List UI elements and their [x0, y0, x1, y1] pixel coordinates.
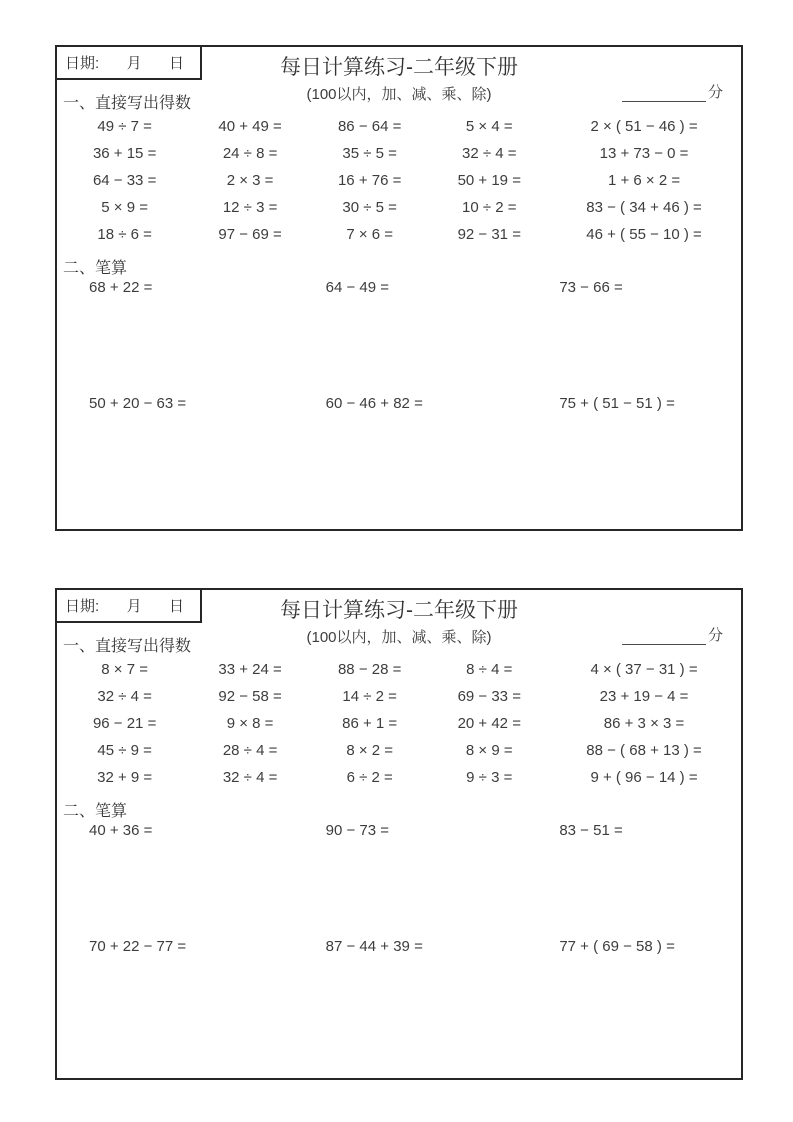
- month-label: 月: [126, 55, 142, 72]
- written-math-row: [59, 395, 739, 412]
- mental-math-grid: [59, 113, 739, 248]
- math-problem: 92 − 31 =: [457, 226, 521, 243]
- math-problem: 83 − ( 34 + 46 ) =: [586, 199, 702, 216]
- math-problem: 18 ÷ 6 =: [97, 226, 152, 243]
- math-problem: 96 − 21 =: [92, 715, 157, 732]
- math-problem: 50 + 20 − 63 =: [89, 395, 187, 412]
- math-problem: 86 − 64 =: [337, 118, 402, 135]
- score-unit-label: 分: [707, 627, 723, 644]
- worksheet-title: 每日计算练习-二年级下册: [280, 56, 518, 79]
- worksheet-subtitle: (100以内，加、减、乘、除): [306, 629, 492, 646]
- math-problem: 97 − 69 =: [218, 226, 282, 243]
- mental-math-grid: [59, 656, 739, 791]
- math-problem: 4 × ( 37 − 31 ) =: [590, 661, 698, 678]
- math-problem: 7 × 6 =: [346, 226, 394, 243]
- math-problem: 6 ÷ 2 =: [346, 769, 393, 786]
- month-label: 月: [126, 598, 142, 615]
- day-label: 日: [168, 55, 184, 72]
- math-problem: 32 ÷ 4 =: [462, 145, 517, 162]
- math-problem: 64 − 33 =: [92, 172, 157, 189]
- math-problem: 40 + 49 =: [218, 118, 282, 135]
- written-math-row: [59, 822, 739, 839]
- math-problem: 30 ÷ 5 =: [342, 199, 397, 216]
- math-problem: 8 × 7 =: [101, 661, 148, 678]
- math-problem: 5 × 9 =: [101, 199, 148, 216]
- section1-heading: 一、直接写出得数: [63, 638, 192, 655]
- math-problem: 12 ÷ 3 =: [222, 199, 278, 216]
- math-problem: 2 × 3 =: [226, 172, 274, 189]
- math-problem: 16 + 76 =: [337, 172, 402, 189]
- math-problem: 50 + 19 =: [457, 172, 521, 189]
- worksheet-page-1: [55, 45, 743, 531]
- score-blank-line: [622, 627, 706, 645]
- math-problem: 60 − 46 + 82 =: [325, 395, 423, 412]
- math-problem: 28 ÷ 4 =: [222, 742, 278, 759]
- math-problem: 13 + 73 − 0 =: [599, 145, 689, 162]
- worksheet-title: 每日计算练习-二年级下册: [280, 599, 518, 622]
- written-math-row: [59, 279, 739, 296]
- math-problem: 32 ÷ 4 =: [222, 769, 278, 786]
- math-problem: 23 + 19 − 4 =: [599, 688, 689, 705]
- math-problem: 88 − ( 68 + 13 ) =: [586, 742, 702, 759]
- math-problem: 8 ÷ 4 =: [466, 661, 513, 678]
- math-problem: 88 − 28 =: [337, 661, 402, 678]
- math-problem: 77 + ( 69 − 58 ) =: [559, 938, 675, 955]
- math-problem: 86 + 1 =: [342, 715, 398, 732]
- math-problem: 9 × 8 =: [226, 715, 274, 732]
- math-problem: 40 + 36 =: [89, 822, 153, 839]
- math-problem: 69 − 33 =: [457, 688, 521, 705]
- math-problem: 75 + ( 51 − 51 ) =: [559, 395, 675, 412]
- score-area: [622, 81, 723, 102]
- math-problem: 90 − 73 =: [325, 822, 390, 839]
- written-math-row: [59, 938, 739, 955]
- math-problem: 92 − 58 =: [218, 688, 282, 705]
- math-problem: 10 ÷ 2 =: [462, 199, 517, 216]
- math-problem: 33 + 24 =: [218, 661, 282, 678]
- math-problem: 64 − 49 =: [325, 279, 390, 296]
- date-label: 日期:: [65, 55, 100, 72]
- math-problem: 24 ÷ 8 =: [222, 145, 278, 162]
- math-problem: 2 × ( 51 − 46 ) =: [590, 118, 698, 135]
- worksheet-page-2: [55, 588, 743, 1080]
- math-problem: 1 + 6 × 2 =: [607, 172, 681, 189]
- score-area: [622, 624, 723, 645]
- math-problem: 32 + 9 =: [97, 769, 153, 786]
- math-problem: 68 + 22 =: [89, 279, 153, 296]
- math-problem: 5 × 4 =: [465, 118, 513, 135]
- math-problem: 9 ÷ 3 =: [466, 769, 513, 786]
- math-problem: 73 − 66 =: [559, 279, 623, 296]
- section2-heading: 二、笔算: [63, 803, 128, 820]
- math-problem: 46 + ( 55 − 10 ) =: [586, 226, 702, 243]
- math-problem: 87 − 44 + 39 =: [325, 938, 423, 955]
- math-problem: 32 ÷ 4 =: [97, 688, 152, 705]
- score-blank-line: [622, 84, 706, 102]
- math-problem: 83 − 51 =: [559, 822, 623, 839]
- day-label: 日: [168, 598, 184, 615]
- math-problem: 9 + ( 96 − 14 ) =: [590, 769, 698, 786]
- math-problem: 35 ÷ 5 =: [342, 145, 397, 162]
- math-problem: 45 ÷ 9 =: [97, 742, 152, 759]
- math-problem: 86 + 3 × 3 =: [603, 715, 685, 732]
- math-problem: 8 × 2 =: [346, 742, 394, 759]
- section2-heading: 二、笔算: [63, 260, 128, 277]
- worksheet-subtitle: (100以内，加、减、乘、除): [306, 86, 492, 103]
- math-problem: 20 + 42 =: [457, 715, 521, 732]
- math-problem: 49 ÷ 7 =: [97, 118, 152, 135]
- section1-heading: 一、直接写出得数: [63, 95, 192, 112]
- date-label: 日期:: [65, 598, 100, 615]
- score-unit-label: 分: [707, 84, 723, 101]
- math-problem: 36 + 15 =: [92, 145, 157, 162]
- math-problem: 70 + 22 − 77 =: [89, 938, 187, 955]
- math-problem: 8 × 9 =: [465, 742, 513, 759]
- math-problem: 14 ÷ 2 =: [342, 688, 397, 705]
